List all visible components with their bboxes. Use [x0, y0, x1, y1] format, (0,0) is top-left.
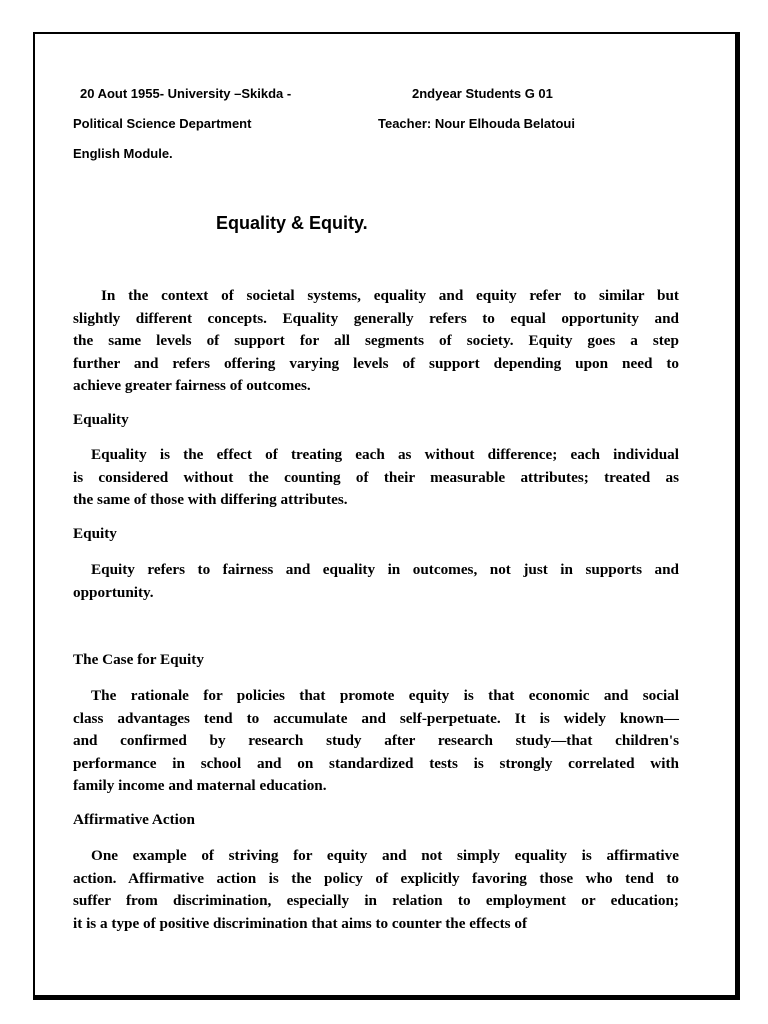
paragraph-line: the same of those with differing attributes.: [73, 491, 348, 509]
paragraph-line: family income and maternal education.: [73, 777, 327, 795]
section-heading-equality: Equality: [73, 411, 129, 428]
paragraph-line: it is a type of positive discrimination that aims to counter the effects of: [73, 914, 528, 932]
section-heading-equity: Equity: [73, 525, 117, 542]
intro-paragraph: [73, 285, 679, 398]
paragraph-line: is considered without the counting of their measurable attributes; treated as: [73, 468, 679, 486]
paragraph-line: Equity refers to fairness and equality in outcomes, not just in supports and: [91, 561, 679, 578]
document-title: Equality & Equity.: [216, 213, 368, 233]
section-heading-affirmative-action: Affirmative Action: [73, 811, 195, 828]
section-heading-case-for-equity: The Case for Equity: [73, 651, 204, 668]
paragraph-line: achieve greater fairness of outcomes.: [73, 377, 311, 395]
affirmative-action-paragraph: [73, 845, 679, 935]
paragraph-line: the same levels of support for all segments of society. Equity goes a step: [73, 332, 679, 350]
case-for-equity-paragraph: [73, 685, 679, 798]
module-line: English Module.: [73, 146, 173, 161]
paragraph-line: slightly different concepts. Equality generally refers to equal opportunity and: [73, 309, 679, 327]
paragraph-line: action. Affirmative action is the policy of explicitly favoring those who tend to: [73, 869, 679, 887]
paragraph-line: Equality is the effect of treating each as without difference; each individual: [91, 446, 679, 463]
paragraph-line: performance in school and on standardized tests is strongly correlated with: [73, 754, 679, 772]
students-line: 2ndyear Students G 01: [412, 86, 553, 101]
teacher-line: Teacher: Nour Elhouda Belatoui: [378, 116, 575, 131]
paragraph-line: class advantages tend to accumulate and self-perpetuate. It is widely known—: [73, 709, 679, 727]
paragraph-line: One example of striving for equity and not simply equality is affirmative: [91, 847, 679, 864]
paragraph-line: and confirmed by research study after research study—that children's: [73, 732, 679, 750]
paragraph-line: In the context of societal systems, equality and equity refer to similar but: [101, 287, 679, 304]
paragraph-line: further and refers offering varying levels of support depending upon need to: [73, 354, 679, 372]
equality-paragraph: [73, 444, 679, 512]
paragraph-line: opportunity.: [73, 583, 154, 601]
department-line: Political Science Department: [73, 116, 252, 131]
paragraph-line: suffer from discrimination, especially in relation to employment or education;: [73, 892, 679, 910]
university-line: 20 Aout 1955- University –Skikda -: [80, 86, 292, 101]
equity-paragraph: [73, 559, 679, 604]
paragraph-line: The rationale for policies that promote equity is that economic and social: [91, 687, 679, 704]
